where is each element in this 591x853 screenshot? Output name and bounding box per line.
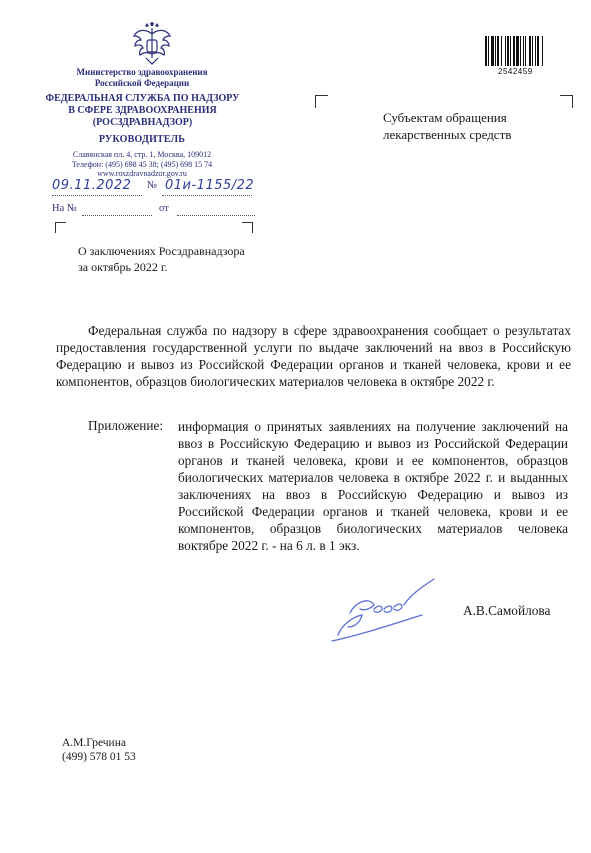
doc-date-number-line xyxy=(52,178,255,196)
appendix-text: информация о принятых заявлениях на получение заключений на ввоз в Российскую Федерацию и вывоз из Российской Федерации органов и тканей человека, крови и ее компонентов, образцов биологических материалов человека в октябре 2022 г. и выданных заключениях на ввоз в Российскую Федерацию и вывоз из Российской Федерации органов и тканей человека, крови и ее компонентов, образцов биологических материалов человека воктябре 2022 г. - на 6 л. в 1 экз. xyxy=(178,419,568,553)
ministry-name: Министерство здравоохранения Российской Федерации xyxy=(76,67,208,88)
executor-block xyxy=(62,736,136,764)
doc-number-label: № xyxy=(147,180,158,191)
service-name: ФЕДЕРАЛЬНАЯ СЛУЖБА ПО НАДЗОРУ В СФЕРЕ ЗДРАВООХРАНЕНИЯ (РОСЗДРАВНАДЗОР) xyxy=(45,93,240,128)
letter-body: Федеральная служба по надзору в сфере здравоохранения сообщает о результатах предоставления государственной услуги по выдаче заключений на ввоз в Российскую Федерацию и вывоз из Российской Федерации органов и тканей человека, крови и ее компонентов, образцов биологических материалов человека в октябре 2022 г. xyxy=(56,323,571,389)
coat-of-arms-emblem xyxy=(131,22,173,66)
recipient-corner-right xyxy=(560,95,573,108)
number-underline xyxy=(162,195,252,196)
doc-date: 09.11.2022 xyxy=(52,178,132,193)
executor-phone: (499) 578 01 53 xyxy=(62,751,136,763)
ref-number-underline xyxy=(82,215,152,216)
recipient-corner-left xyxy=(315,95,328,108)
recipient: Субъектам обращения лекарственных средств xyxy=(383,110,512,142)
barcode-number: 2542459 xyxy=(498,67,533,76)
ref-from-label: от xyxy=(159,203,169,214)
letter-subject: О заключениях Росздравнадзора за октябрь 2022 г. xyxy=(78,244,245,274)
subject-corner-right xyxy=(242,222,253,233)
handwritten-signature xyxy=(330,575,440,650)
date-underline xyxy=(52,195,142,196)
ref-number-label: На № xyxy=(52,203,77,214)
barcode xyxy=(484,36,554,71)
executor-name: А.М.Гречина xyxy=(62,737,126,749)
signer-name: А.В.Самойлова xyxy=(463,603,551,618)
address-block: Славянская пл. 4, стр. 1, Москва, 109012 Телефон: (495) 698 45 38; (495) 698 15 74 www.roszdravnadzor.gov.ru xyxy=(71,150,213,178)
doc-number: 01и-1155/22 xyxy=(165,178,255,193)
reference-line xyxy=(52,203,262,217)
appendix-label: Приложение: xyxy=(88,418,164,433)
ref-date-underline xyxy=(177,215,255,216)
head-title: РУКОВОДИТЕЛЬ xyxy=(98,134,186,145)
subject-corner-left xyxy=(55,222,66,233)
